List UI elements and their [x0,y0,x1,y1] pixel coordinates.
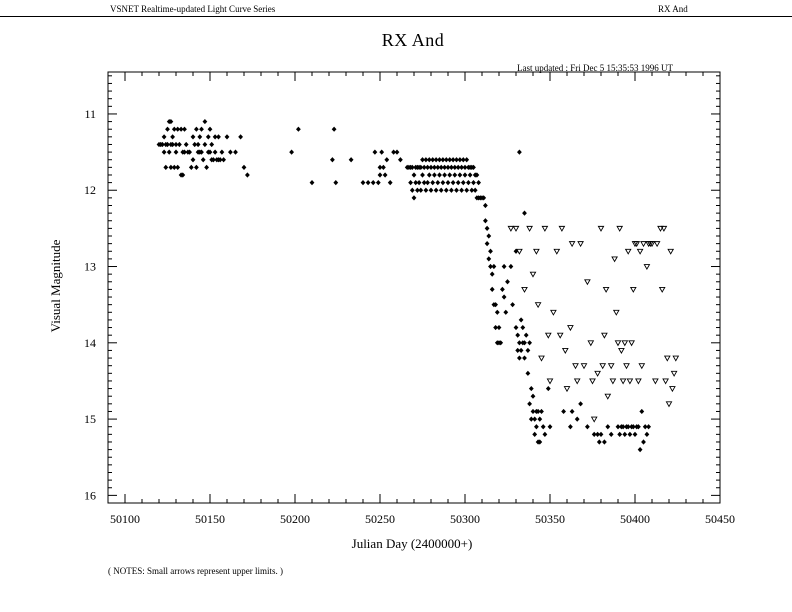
diamond-point [189,165,194,170]
upper-limit-arrow [668,249,673,254]
upper-limit-arrow [539,356,544,361]
diamond-point [175,165,180,170]
diamond-point [486,233,491,238]
diamond-point [514,325,519,330]
diamond-point [379,149,384,154]
upper-limit-arrow [665,356,670,361]
diamond-point [502,294,507,299]
diamond-point [458,172,463,177]
diamond-point [464,188,469,193]
diamond-point [420,172,425,177]
diamond-point [424,188,429,193]
header-star-name: RX And [658,4,688,14]
diamond-point [622,432,627,437]
chart-axes [84,72,735,526]
diamond-point [163,165,168,170]
upper-limit-arrow [600,364,605,369]
upper-limit-arrow [626,249,631,254]
diamond-point [605,424,610,429]
diamond-point [204,165,209,170]
diamond-point [509,264,514,269]
diamond-point [497,325,502,330]
diamond-point [645,432,650,437]
diamond-point [184,142,189,147]
upper-limit-arrow [660,287,665,292]
diamond-point [439,188,444,193]
upper-limit-arrow [629,341,634,346]
upper-limit-arrow [534,249,539,254]
diamond-point [167,149,172,154]
diamond-point [602,439,607,444]
diamond-point [216,134,221,139]
diamond-point [500,287,505,292]
diamond-point [361,180,366,185]
diamond-point [203,142,208,147]
diamond-point [191,134,196,139]
last-updated-stamp: Last updated : Fri Dec 5 15:35:53 1996 UT [517,63,673,73]
diamond-point [495,310,500,315]
diamond-point [177,142,182,147]
diamond-point [429,188,434,193]
upper-limit-arrow [615,341,620,346]
diamond-point [599,432,604,437]
x-tick-label: 50450 [705,512,735,526]
diamond-point [201,157,206,162]
diamond-point [233,149,238,154]
diamond-point [437,172,442,177]
diamond-point [446,180,451,185]
upper-limit-arrow [598,226,603,231]
diamond-point [471,180,476,185]
diamond-point [408,180,413,185]
diamond-point [427,172,432,177]
diamond-point [546,386,551,391]
y-tick-label: 14 [84,335,96,350]
diamond-point [539,409,544,414]
diamond-point [490,272,495,277]
upper-limit-arrow [602,333,607,338]
upper-limit-arrow [530,272,535,277]
diamond-point [639,409,644,414]
upper-limit-arrow [575,379,580,384]
upper-limit-arrow [673,356,678,361]
x-axis-label: Julian Day (2400000+) [351,536,473,551]
upper-limit-arrow [663,379,668,384]
upper-limit-arrow [638,249,643,254]
diamond-point [485,241,490,246]
diamond-point [609,432,614,437]
diamond-point [170,134,175,139]
diamond-point [483,218,488,223]
diamond-point [162,149,167,154]
upper-limit-arrow [609,364,614,369]
diamond-point [510,302,515,307]
upper-limit-arrow [631,287,636,292]
x-tick-label: 50200 [280,512,310,526]
upper-limit-arrow [554,249,559,254]
upper-limit-arrow [624,364,629,369]
upper-limit-arrow [622,341,627,346]
diamond-point [449,188,454,193]
diamond-point [441,180,446,185]
diamond-point [182,127,187,132]
x-tick-label: 50100 [110,512,140,526]
upper-limit-arrow [614,310,619,315]
diamond-point [597,439,602,444]
diamond-point [490,287,495,292]
diamond-point [206,134,211,139]
diamond-point [641,439,646,444]
diamond-point [425,180,430,185]
diamond-point [349,157,354,162]
diamond-point [447,172,452,177]
diamond-point [633,432,638,437]
diamond-point [515,333,520,338]
diamond-point [527,401,532,406]
upper-limit-arrow [605,394,610,399]
diamond-point [220,149,225,154]
upper-limit-arrow [644,265,649,270]
diamond-point [522,355,527,360]
upper-limit-arrow [542,226,547,231]
diamond-point [194,165,199,170]
diamond-point [585,424,590,429]
diamond-point [568,424,573,429]
diamond-point [383,172,388,177]
diamond-point [203,119,208,124]
diamond-point [376,180,381,185]
x-tick-label: 50350 [535,512,565,526]
diamond-point [454,188,459,193]
diamond-point [519,348,524,353]
upper-limit-arrow [513,226,518,231]
upper-limit-arrow [546,333,551,338]
diamond-point [468,172,473,177]
diamond-point [628,432,633,437]
upper-limit-arrow [627,379,632,384]
y-axis-label: Visual Magnitude [48,239,63,333]
y-tick-label: 13 [84,259,96,274]
diamond-point [502,264,507,269]
diamond-point [532,432,537,437]
upper-limit-arrow [568,326,573,331]
chart-title: RX And [381,30,445,50]
diamond-point [578,401,583,406]
diamond-point [197,134,202,139]
diamond-point [531,394,536,399]
diamond-point [412,172,417,177]
upper-limit-arrow [636,379,641,384]
upper-limit-arrow [619,348,624,353]
diamond-point [617,432,622,437]
upper-limit-arrow [617,226,622,231]
x-tick-label: 50300 [450,512,480,526]
diamond-point [296,127,301,132]
diamond-point [561,409,566,414]
diamond-point [526,348,531,353]
diamond-point [191,157,196,162]
diamond-point [333,180,338,185]
notes-footnote: ( NOTES: Small arrows represent upper limits. ) [108,566,283,576]
diamond-point [412,195,417,200]
diamond-point [410,188,415,193]
upper-limit-arrow [578,242,583,247]
diamond-point [451,180,456,185]
diamond-point [456,180,461,185]
diamond-point [165,127,170,132]
upper-limit-arrow [573,364,578,369]
diamond-point [526,371,531,376]
diamond-point [242,165,247,170]
diamond-point [228,149,233,154]
diamond-point [517,355,522,360]
upper-limit-arrow [508,226,513,231]
y-tick-label: 15 [84,412,96,427]
diamond-point [532,416,537,421]
header-series-label: VSNET Realtime-updated Light Curve Series [110,4,276,14]
diamond-point [548,424,553,429]
diamond-point [378,172,383,177]
upper-limit-arrow [621,379,626,384]
upper-limit-arrow [670,387,675,392]
upper-limit-arrow [551,310,556,315]
diamond-point [221,157,226,162]
diamond-point [461,180,466,185]
diamond-point [541,424,546,429]
diamond-point [209,142,214,147]
diamond-point [473,188,478,193]
upper-limit-arrow [536,303,541,308]
diamond-point [366,180,371,185]
upper-limit-arrow [666,402,671,407]
diamond-point [444,188,449,193]
upper-limit-arrow [610,379,615,384]
diamond-point [418,188,423,193]
diamond-point [395,149,400,154]
diamond-point [432,172,437,177]
y-tick-label: 11 [84,106,96,121]
diamond-point [463,172,468,177]
upper-limit-arrow [522,287,527,292]
upper-limit-arrow [559,226,564,231]
upper-limit-arrow [581,364,586,369]
diamond-point [520,325,525,330]
upper-limit-arrow [590,379,595,384]
diamond-point [289,149,294,154]
diamond-point [442,172,447,177]
diamond-point [534,424,539,429]
upper-limit-arrow [564,387,569,392]
upper-limit-arrow [563,348,568,353]
upper-limit-arrow [639,364,644,369]
diamond-point [527,340,532,345]
diamond-point [434,188,439,193]
x-tick-label: 50400 [620,512,650,526]
upper-limit-arrow [588,341,593,346]
upper-limit-arrow [558,333,563,338]
diamond-point [503,310,508,315]
diamond-point [464,157,469,162]
diamond-point [310,180,315,185]
diamond-point [330,157,335,162]
diamond-point [537,416,542,421]
diamond-point [638,447,643,452]
diamond-point [543,432,548,437]
diamond-point [519,317,524,322]
diamond-point [488,249,493,254]
diamond-point [466,180,471,185]
diamond-point [199,127,204,132]
diamond-point [522,211,527,216]
diamond-point [208,127,213,132]
upper-limit-arrow [527,226,532,231]
diamond-point [430,180,435,185]
diamond-point [162,134,167,139]
upper-limit-arrow [653,379,658,384]
diamond-point [174,149,179,154]
upper-limit-arrow [585,280,590,285]
upper-limit-arrow [547,379,552,384]
y-tick-label: 16 [84,488,96,503]
diamond-point [575,416,580,421]
diamond-point [388,180,393,185]
diamond-point [570,409,575,414]
diamond-point [373,149,378,154]
upper-limit-arrow [570,242,575,247]
upper-limit-arrow [612,257,617,262]
diamond-point [213,149,218,154]
diamond-point [505,279,510,284]
diamond-point [381,165,386,170]
diamond-point [245,172,250,177]
diamond-point [238,134,243,139]
diamond-point [492,264,497,269]
diamond-point [485,226,490,231]
diamond-point [529,386,534,391]
diamond-point [194,127,199,132]
upper-limit-arrow [592,417,597,422]
upper-limit-arrow [672,371,677,376]
diamond-point [646,424,651,429]
diamond-point [517,149,522,154]
diamond-point [225,134,230,139]
x-tick-label: 50250 [365,512,395,526]
upper-limit-arrow [595,371,600,376]
x-tick-label: 50150 [195,512,225,526]
diamond-point [371,180,376,185]
diamond-point [332,127,337,132]
diamond-point [435,180,440,185]
diamond-point [524,333,529,338]
diamond-point [486,256,491,261]
diamond-point [476,180,481,185]
diamond-point [384,157,389,162]
upper-limit-arrow [604,287,609,292]
diamond-point [398,157,403,162]
diamond-point [196,142,201,147]
diamond-point [483,203,488,208]
diamond-point [417,180,422,185]
upper-limit-arrow [655,242,660,247]
chart-marks [157,119,679,452]
y-tick-label: 12 [84,183,96,198]
diamond-point [459,188,464,193]
upper-limit-arrow [641,242,646,247]
diamond-point [452,172,457,177]
